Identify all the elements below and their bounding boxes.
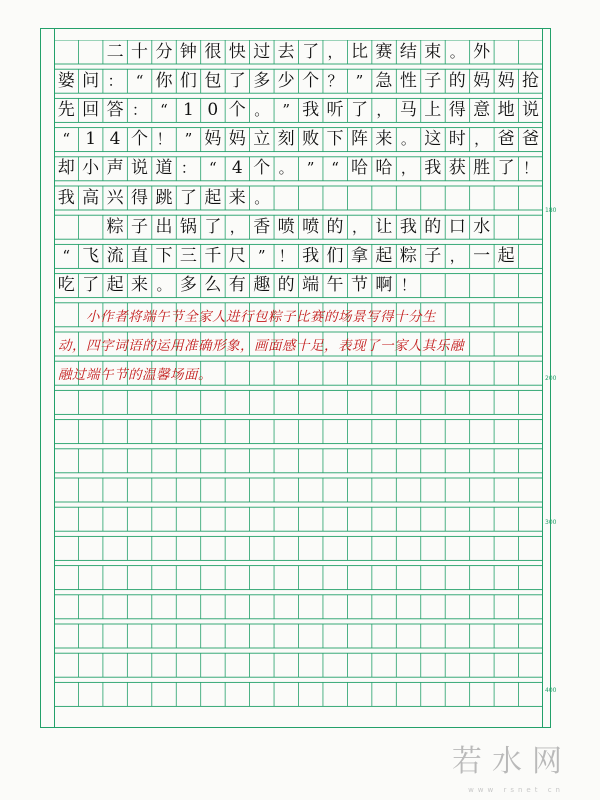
essay-char: 端 [302,275,320,296]
essay-char: 1 [182,99,194,120]
essay-char: 道 [155,158,173,179]
essay-char: 来 [375,129,393,150]
essay-char: 的 [424,216,442,237]
essay-char: 下 [326,129,344,150]
essay-char [54,215,78,239]
essay-char: 得 [448,99,466,120]
essay-char [54,40,78,64]
essay-char: “ [135,71,144,90]
essay-char: 我 [424,158,442,179]
essay-char: “ [62,130,71,149]
essay-char: 有 [228,275,246,296]
essay-line [54,274,543,298]
essay-char: 这 [424,129,442,150]
essay-char: “ [62,246,71,265]
essay-char: 急 [375,70,393,91]
essay-char: 们 [326,245,344,266]
essay-char: 起 [497,245,515,266]
essay-char: ” [282,100,290,119]
count-mark-400: 400 [545,687,557,694]
essay-char: 口 [448,216,466,237]
essay-char: ， [376,100,392,119]
site-watermark-url: www rsnet cn [468,786,564,794]
essay-char: 了 [82,275,100,296]
essay-char: 得 [131,187,149,208]
essay-char: ： [132,100,148,119]
essay-char: 哈 [375,158,393,179]
essay-char: 了 [497,158,515,179]
essay-char [78,40,102,64]
essay-char: 分 [155,41,173,62]
essay-char: 去 [277,41,295,62]
essay-char: 婆 [57,70,75,91]
essay-line [54,186,543,210]
essay-char: 我 [57,187,75,208]
essay-char: 胜 [473,158,491,179]
essay-char: ， [229,217,245,236]
essay-char: 1 [85,129,97,150]
essay-char: 我 [399,216,417,237]
essay-line [54,244,543,268]
essay-char: 起 [375,245,393,266]
essay-char: 0 [207,99,219,120]
essay-char: 直 [131,245,149,266]
essay-char: 锅 [179,216,197,237]
essay-line [54,157,543,181]
essay-char: 阵 [350,129,368,150]
essay-char: 妈 [228,129,246,150]
essay-char: 啊 [375,275,393,296]
essay-char: 小 [82,158,100,179]
essay-char: 过 [253,41,271,62]
essay-char: 子 [424,70,442,91]
essay-char: 了 [204,216,222,237]
essay-char: 水 [473,216,491,237]
essay-char: 性 [399,70,417,91]
essay-char: 钟 [179,41,197,62]
essay-char: 很 [204,41,222,62]
essay-char: ， [351,217,367,236]
essay-char: 妈 [204,129,222,150]
essay-char: 了 [179,187,197,208]
essay-char: 起 [204,187,222,208]
essay-char: 粽 [106,216,124,237]
essay-char: ， [474,130,490,149]
essay-line [54,40,543,64]
essay-char: 妈 [473,70,491,91]
essay-char: 。 [278,159,294,178]
essay-char: 的 [326,216,344,237]
essay-char: 香 [253,216,271,237]
essay-char: ？ [327,71,343,90]
essay-char: 先 [57,99,75,120]
essay-char: 个 [131,129,149,150]
essay-char: 哈 [350,158,368,179]
essay-char: 一 [473,245,491,266]
essay-char: 快 [228,41,246,62]
essay-char: 抢 [522,70,540,91]
essay-char: 包 [204,70,222,91]
essay-char: 回 [82,99,100,120]
essay-char: 粽 [399,245,417,266]
essay-char: 时 [448,129,466,150]
essay-line [54,98,543,122]
essay-char: 了 [228,70,246,91]
essay-char: ！ [156,130,172,149]
essay-char: 爸 [522,129,540,150]
essay-char: 少 [277,70,295,91]
essay-char: 子 [424,245,442,266]
essay-char: ： [180,159,196,178]
essay-char: 声 [106,158,124,179]
essay-char: 4 [109,129,121,150]
essay-char: 吃 [57,275,75,296]
essay-char: 兴 [106,187,124,208]
essay-char: 起 [106,275,124,296]
essay-char: 立 [253,129,271,150]
essay-char: “ [160,100,168,119]
essay-char: 我 [302,99,320,120]
essay-char: 三 [179,245,197,266]
essay-char: 午 [326,275,344,296]
essay-char: 说 [522,99,540,120]
teacher-comment-line: 融过端午节的温馨场面。 [58,367,212,384]
essay-char: 了 [350,99,368,120]
essay-char: 。 [449,42,465,61]
essay-char: ， [400,159,416,178]
essay-char: 。 [254,188,270,207]
essay-char: 的 [277,275,295,296]
essay-char: 爸 [497,129,515,150]
essay-char: 结 [399,41,417,62]
essay-char: 败 [302,129,320,150]
count-mark-300: 300 [545,519,557,526]
essay-char: ” [184,130,193,149]
essay-char: ： [107,71,123,90]
essay-char: 二 [106,41,124,62]
essay-char: 妈 [497,70,515,91]
essay-char: 千 [204,245,222,266]
essay-char: 多 [179,275,197,296]
essay-char: 。 [400,130,416,149]
essay-line [54,215,543,239]
essay-char: 节 [350,275,368,296]
essay-char: 尺 [228,245,246,266]
essay-char: 个 [253,158,271,179]
essay-char: “ [209,159,217,178]
essay-char: 子 [131,216,149,237]
essay-char: 4 [231,158,243,179]
count-mark-180: 180 [545,207,557,214]
teacher-comment-line: 动，四字词语的运用准确形象，画面感十足，表现了一家人其乐融 [58,337,464,354]
essay-char: 高 [82,187,100,208]
essay-char: 比 [350,41,368,62]
essay-char: 束 [424,41,442,62]
essay-char: 意 [473,99,491,120]
essay-char: 我 [302,245,320,266]
essay-char: 出 [155,216,173,237]
essay-char: 赛 [375,41,393,62]
essay-char: 外 [473,41,491,62]
essay-char: 地 [497,99,515,120]
essay-char: 多 [253,70,271,91]
essay-char: 个 [302,70,320,91]
essay-char: ， [327,42,343,61]
essay-char: 你 [155,70,173,91]
essay-char: 个 [228,99,246,120]
essay-char: 来 [228,187,246,208]
essay-char: 让 [375,216,393,237]
essay-char: 飞 [82,245,100,266]
essay-char: 了 [302,41,320,62]
essay-char: 的 [448,70,466,91]
essay-char: 们 [179,70,197,91]
essay-char: ， [449,246,465,265]
essay-char: 马 [399,99,417,120]
essay-line [54,128,543,152]
essay-char: 刻 [277,129,295,150]
essay-char: 下 [155,245,173,266]
essay-char: 。 [254,100,270,119]
essay-char: 。 [156,276,172,295]
count-mark-200: 200 [545,375,557,382]
essay-char [78,215,102,239]
essay-char: 流 [106,245,124,266]
essay-char: 十 [131,41,149,62]
site-watermark: 若水网 [452,744,572,779]
essay-char: ！ [523,159,539,178]
essay-char: 喷 [277,216,295,237]
essay-char: ” [306,159,315,178]
essay-char: ” [257,246,266,265]
essay-char: 却 [57,158,75,179]
essay-char: ！ [400,276,416,295]
essay-char: 趣 [253,275,271,296]
essay-char: 答 [106,99,124,120]
teacher-comment-line: 小作者将端午节全家人进行包粽子比赛的场景写得十分生 [58,308,436,325]
essay-char: 上 [424,99,442,120]
essay-char: “ [331,159,339,178]
essay-char: 获 [448,158,466,179]
essay-char: 喷 [302,216,320,237]
essay-char: 说 [131,158,149,179]
essay-char: 么 [204,275,222,296]
essay-char: 跳 [155,187,173,208]
essay-char: ” [355,71,364,90]
essay-char: ！ [278,246,294,265]
essay-char: 问 [82,70,100,91]
essay-char: 来 [131,275,149,296]
essay-char: 听 [326,99,344,120]
essay-char: 拿 [350,245,368,266]
essay-line [54,69,543,93]
